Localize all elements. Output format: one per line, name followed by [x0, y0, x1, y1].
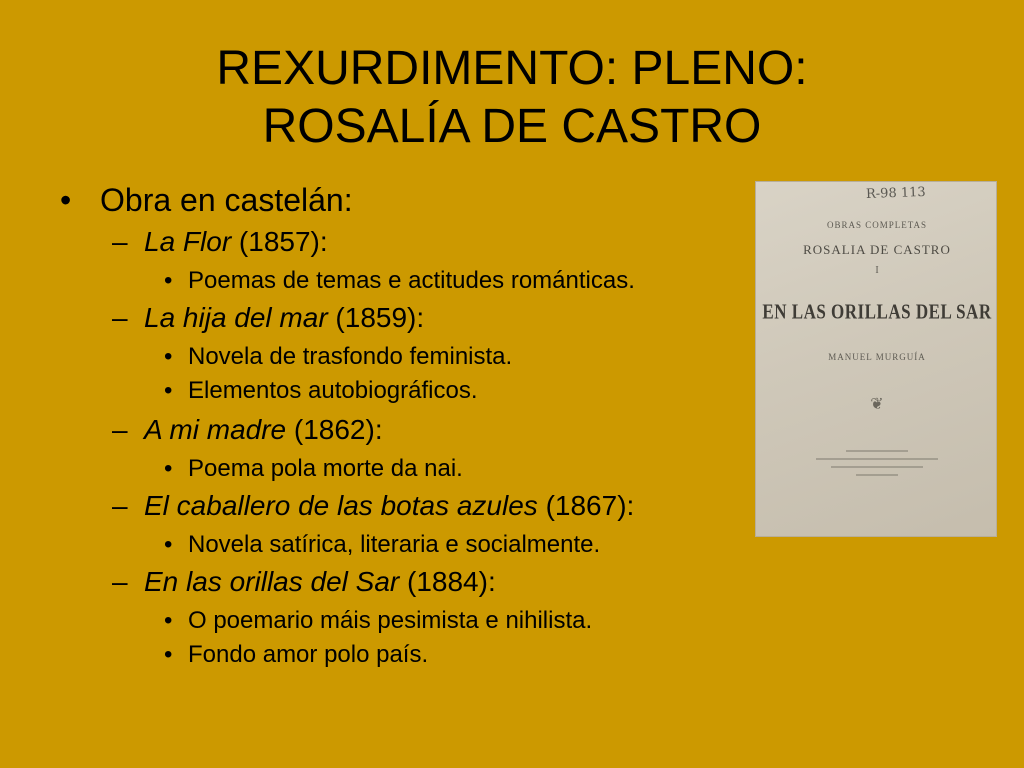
list-item-note: [164, 266, 635, 296]
dash-icon: –: [112, 302, 128, 333]
slide-title-line-2: ROSALÍA DE CASTRO: [262, 100, 762, 153]
work-year: (1862):: [286, 414, 383, 445]
list-item-heading: [60, 180, 353, 220]
work-title: La hija del mar: [144, 302, 328, 333]
dash-icon: –: [112, 490, 128, 521]
work-year: (1867):: [537, 490, 635, 521]
work-year: (1859):: [327, 302, 425, 333]
publisher-line: [846, 450, 908, 452]
work-title: En las orillas del Sar: [144, 566, 400, 597]
bullet-icon: •: [164, 377, 173, 404]
publisher-line: [816, 458, 938, 460]
bullet-icon: •: [164, 641, 173, 668]
list-item-note: [164, 606, 592, 636]
list-item-note: [164, 640, 428, 670]
bullet-icon: •: [164, 607, 173, 634]
slide-title-line-1: REXURDIMENTO: PLENO:: [216, 42, 808, 95]
note-text: Poemas de temas e actitudes románticas.: [188, 267, 635, 294]
list-item-note: [164, 454, 463, 484]
cover-text-editor: MANUEL MURGUÍA: [828, 352, 926, 362]
list-item-work: [112, 412, 383, 448]
note-text: Novela de trasfondo feminista.: [188, 343, 513, 370]
list-item-heading-text: Obra en castelán:: [100, 182, 353, 218]
bullet-icon: •: [164, 531, 173, 558]
list-item-work: [112, 224, 328, 260]
cover-stamp: R-98 113: [865, 184, 926, 203]
bullet-icon: •: [164, 343, 173, 370]
bullet-icon: •: [60, 182, 72, 218]
list-item-note: [164, 376, 478, 406]
slide-title: [0, 40, 1024, 156]
work-title: A mi madre: [144, 414, 287, 445]
publisher-line: [831, 466, 923, 468]
note-text: Novela satírica, literaria e socialmente.: [188, 531, 601, 558]
dash-icon: –: [112, 566, 128, 597]
work-title: El caballero de las botas azules: [144, 490, 538, 521]
cover-text-series: OBRAS COMPLETAS: [826, 220, 928, 230]
ornament-icon: ❦: [870, 394, 884, 413]
book-cover-image: [755, 181, 997, 537]
cover-text-volume: I: [875, 265, 879, 276]
bullet-icon: •: [164, 455, 173, 482]
note-text: Poema pola morte da nai.: [188, 455, 463, 482]
note-text: Fondo amor polo país.: [188, 641, 429, 668]
cover-text-title: EN LAS ORILLAS DEL SAR: [762, 299, 992, 324]
work-year: (1857):: [231, 226, 328, 257]
list-item-work: [112, 564, 496, 600]
work-year: (1884):: [399, 566, 496, 597]
dash-icon: –: [112, 226, 128, 257]
list-item-note: [164, 530, 600, 560]
publisher-line: [856, 474, 898, 476]
bullet-icon: •: [164, 267, 173, 294]
dash-icon: –: [112, 414, 128, 445]
list-item-work: [112, 488, 634, 524]
note-text: O poemario máis pesimista e nihilista.: [188, 607, 593, 634]
work-title: La Flor: [144, 226, 232, 257]
note-text: Elementos autobiográficos.: [188, 377, 478, 404]
list-item-note: [164, 342, 512, 372]
cover-text-author: ROSALIA DE CASTRO: [803, 242, 951, 257]
list-item-work: [112, 300, 424, 336]
